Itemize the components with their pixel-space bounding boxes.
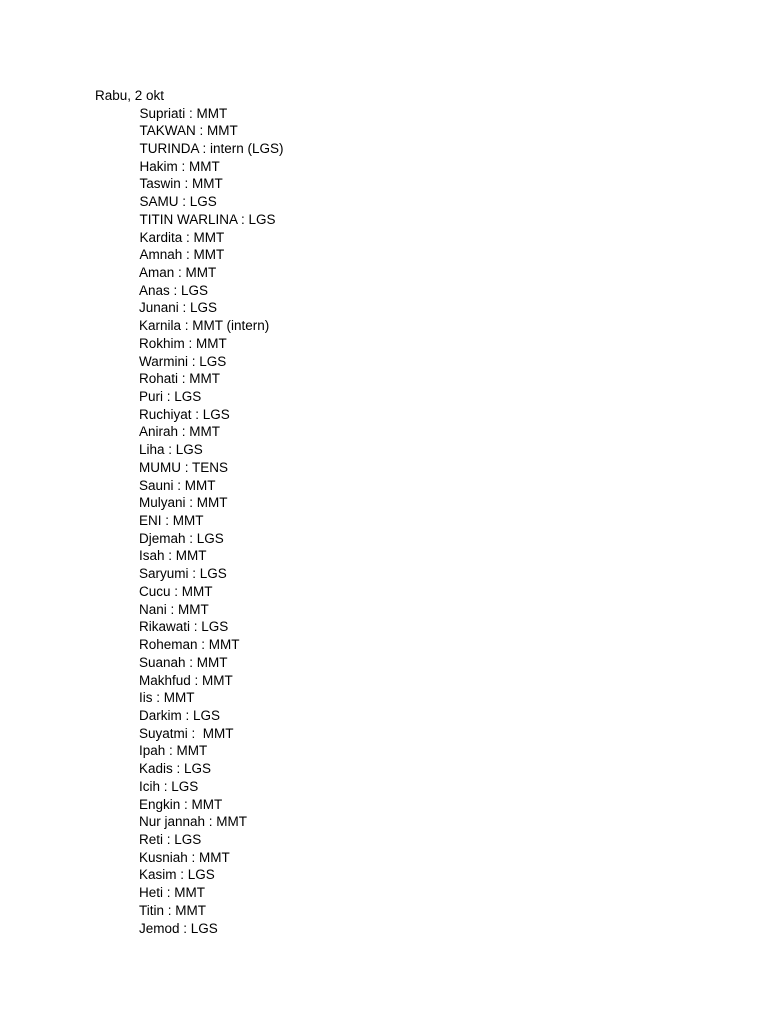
list-item-text: MUMU : TENS: [139, 459, 229, 475]
document-heading: Rabu, 2 okt: [95, 88, 165, 103]
list-item-text: TURINDA : intern (LGS): [139, 140, 284, 156]
list-item-text: Hakim : MMT: [139, 158, 220, 174]
list-item-text: Kardita : MMT: [139, 229, 225, 245]
list-item-text: Warmini : LGS: [139, 353, 227, 369]
list-item-text: Anas : LGS: [139, 282, 209, 298]
list-item-text: TITIN WARLINA : LGS: [139, 211, 276, 227]
list-item-text: Supriati : MMT: [139, 105, 228, 121]
list-item-text: Nani : MMT: [139, 601, 209, 617]
list-item-text: Reti : LGS: [139, 831, 202, 847]
list-item-text: Suanah : MMT: [139, 654, 228, 670]
list-item-text: Kadis : LGS: [139, 761, 212, 777]
list-item-text: Heti : MMT: [139, 885, 205, 901]
list-item-text: Suyatmi : MMT: [139, 725, 234, 741]
list-item-text: ENI : MMT: [139, 513, 204, 529]
list-item-text: Iis : MMT: [139, 690, 195, 706]
list-item-text: Puri : LGS: [139, 389, 202, 404]
list-item-text: Rohati : MMT: [139, 371, 221, 387]
list-item-text: Rokhim : MMT: [139, 335, 227, 351]
list-item-text: Karnila : MMT (intern): [139, 318, 270, 334]
list-item-text: Darkim : LGS: [139, 707, 221, 723]
list-item-text: Nur jannah : MMT: [139, 814, 248, 830]
list-item-text: Isah : MMT: [139, 548, 207, 564]
list-item-text: Sauni : MMT: [139, 477, 216, 493]
list-item-text: Junani : LGS: [139, 300, 218, 316]
list-item-text: Makhfud : MMT: [139, 672, 233, 688]
list-item-text: SAMU : LGS: [139, 194, 217, 210]
list-item-text: Roheman : MMT: [139, 637, 240, 653]
list-item-text: TAKWAN : MMT: [139, 123, 238, 139]
list-item-text: Ipah : MMT: [139, 743, 208, 759]
list-item-text: Djemah : LGS: [139, 530, 224, 546]
list-item-text: Ruchiyat : LGS: [139, 406, 230, 422]
list-item-text: Anirah : MMT: [139, 424, 221, 440]
list-item-text: Amnah : MMT: [139, 247, 225, 263]
list-item-text: Mulyani : MMT: [139, 495, 228, 511]
list-item-text: Aman : MMT: [139, 264, 217, 280]
list-item-text: Engkin : MMT: [139, 796, 223, 812]
list-item-text: Titin : MMT: [139, 902, 206, 918]
list-item-text: Jemod : LGS: [139, 920, 218, 936]
list-item-text: Liha : LGS: [139, 442, 203, 458]
list-item-text: Kusniah : MMT: [139, 849, 230, 865]
list-item-text: Saryumi : LGS: [139, 566, 227, 582]
list-item-text: Cucu : MMT: [139, 583, 213, 599]
list-item-text: Rikawati : LGS: [139, 619, 229, 635]
list-item-text: Icih : LGS: [139, 778, 199, 794]
list-item-text: Taswin : MMT: [139, 176, 223, 192]
list-item-text: Kasim : LGS: [139, 867, 215, 883]
